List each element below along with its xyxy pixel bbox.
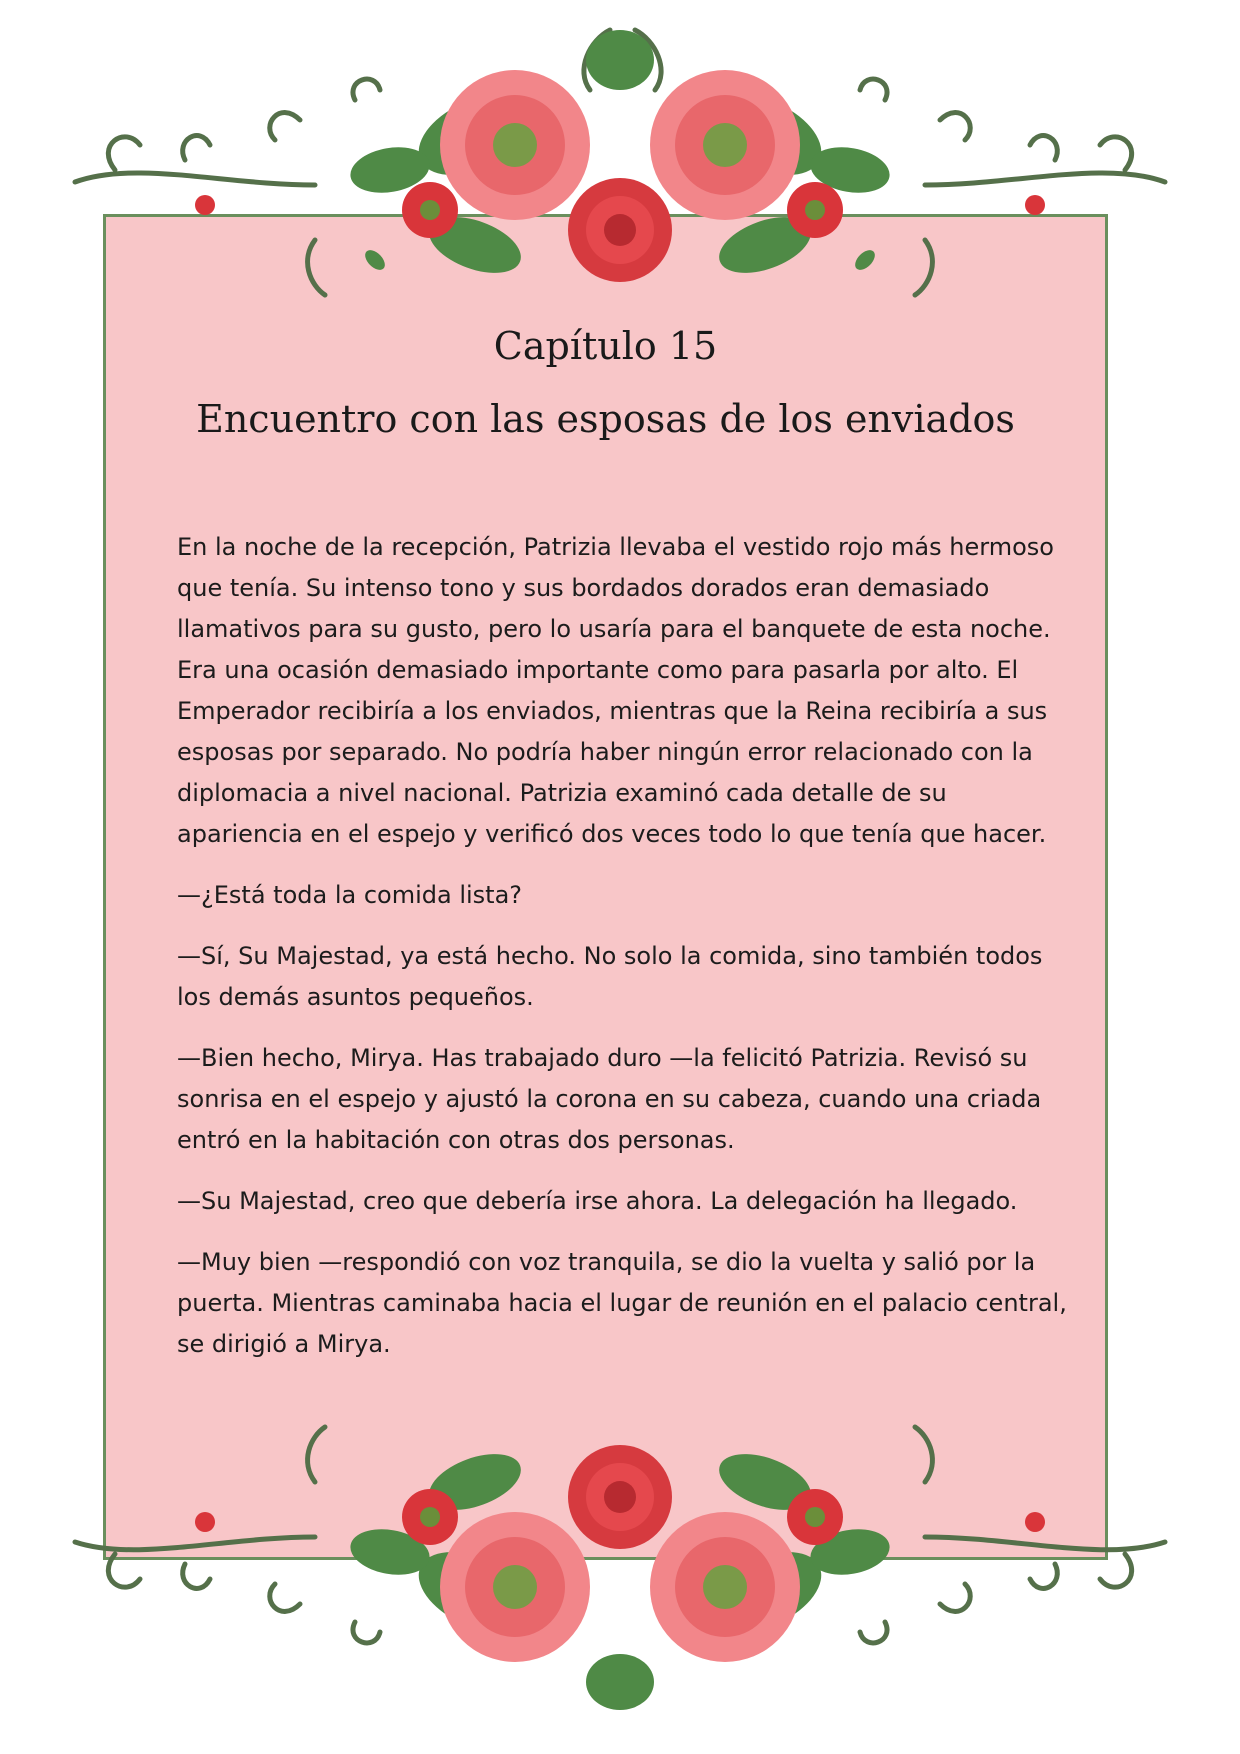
paragraph: —Muy bien —respondió con voz tranquila, se dio la vuelta y salió por la puerta. Mientras caminaba hacia el lugar de reunión en el palacio central, se dirigió a Mirya. <box>177 1248 1067 1358</box>
chapter-number: Capítulo 15 <box>493 324 718 368</box>
paragraph: En la noche de la recepción, Patrizia llevaba el vestido rojo más hermoso que tenía. Su intenso tono y sus bordados dorados eran demasiado llamativos para su gusto, pero lo usaría para el banquete de esta noche. Era una ocasión demasiado importante como para pasarla por alto. El Emperador recibiría a los enviados, mientras que la Reina recibiría a sus esposas por separado. No podría haber ningún error relacionado con la diplomacia a nivel nacional. Patrizia examinó cada detalle de su apariencia en el espejo y verificó dos veces todo lo que tenía que hacer. <box>177 533 1054 848</box>
floral-ornament-top <box>55 10 1185 310</box>
paragraph: —Su Majestad, creo que debería irse ahora. La delegación ha llegado. <box>177 1187 1018 1215</box>
floral-ornament-bottom <box>55 1422 1185 1722</box>
chapter-title: Encuentro con las esposas de los enviados <box>196 397 1015 441</box>
paragraph: —Bien hecho, Mirya. Has trabajado duro —la felicitó Patrizia. Revisó su sonrisa en el espejo y ajustó la corona en su cabeza, cuando una criada entró en la habitación con otras dos personas. <box>177 1044 1042 1154</box>
paragraph: —¿Está toda la comida lista? <box>177 881 523 909</box>
chapter-body <box>177 527 1077 1385</box>
paragraph: —Sí, Su Majestad, ya está hecho. No solo la comida, sino también todos los demás asuntos pequeños. <box>177 942 1043 1011</box>
